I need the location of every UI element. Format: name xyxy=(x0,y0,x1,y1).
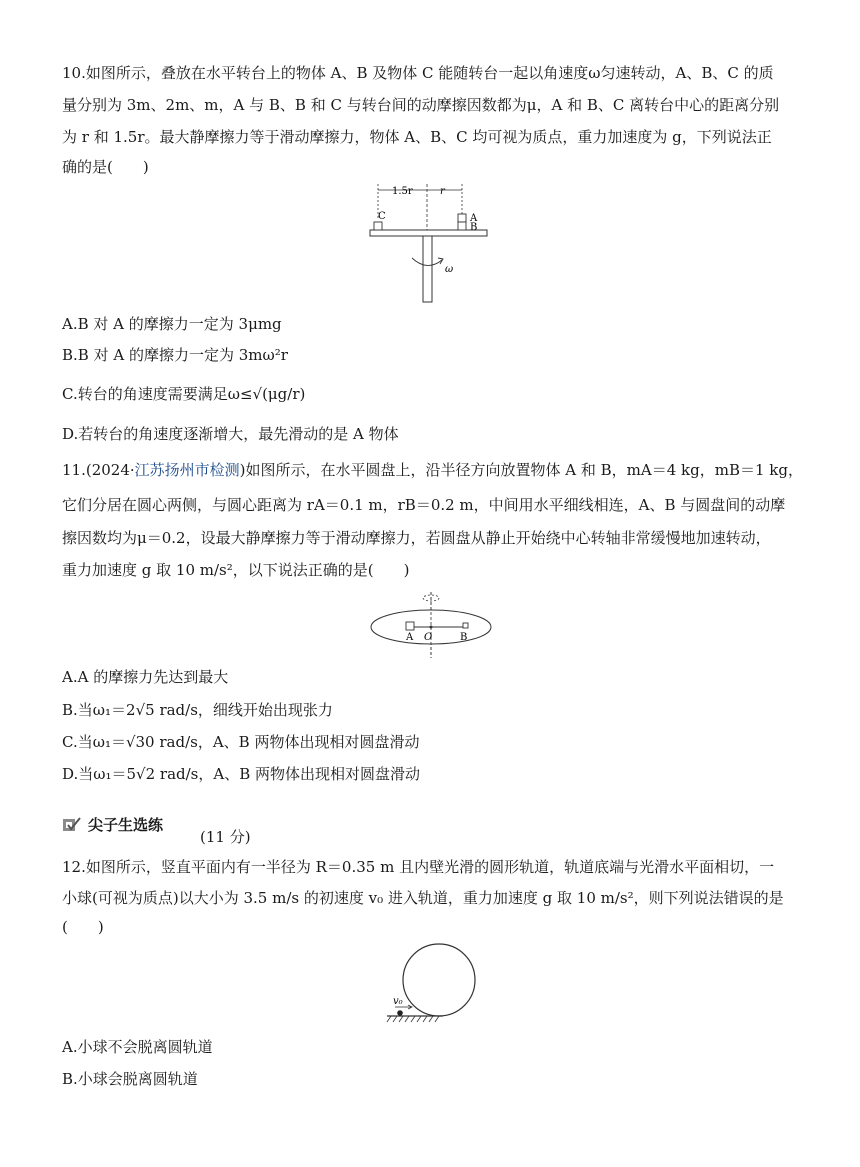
section-header xyxy=(62,814,163,835)
q11-stem-line-4: 重力加速度 g 取 10 m/s²，以下说法正确的是( ) xyxy=(62,561,410,579)
q10-label-omega: ω xyxy=(445,264,454,275)
object-b xyxy=(458,222,466,230)
q11-source: 江苏扬州市检测 xyxy=(134,461,240,479)
object-b xyxy=(463,623,468,628)
q10-option-c: C.转台的角速度需要满足ω≤√(μg/r) xyxy=(62,385,306,403)
q11-stem-line-2: 它们分居在圆心两侧，与圆心距离为 rA＝0.1 m，rB＝0.2 m，中间用水平细线相连，A、B 与圆盘间的动摩 xyxy=(62,496,786,514)
q11-label-b: B xyxy=(460,632,468,643)
object-a xyxy=(458,214,466,222)
q10-option-a: A.B 对 A 的摩擦力一定为 3μmg xyxy=(62,315,282,333)
q12-loop-figure xyxy=(385,938,485,1028)
q11-prefix: 11.(2024· xyxy=(62,461,135,479)
checklist-icon xyxy=(62,817,82,833)
section-title: 尖子生选练 xyxy=(88,816,164,834)
q11-option-c: C.当ω₁＝√30 rad/s，A、B 两物体出现相对圆盘滑动 xyxy=(62,733,420,751)
q10-label-b: B xyxy=(470,222,478,233)
q11-option-a: A.A 的摩擦力先达到最大 xyxy=(62,668,229,686)
q10-stem-line-1: 10.如图所示，叠放在水平转台上的物体 A、B 及物体 C 能随转台一起以角速度ω匀速转动，A、B、C 的质 xyxy=(62,64,774,82)
q10-label-r: r xyxy=(440,186,445,197)
q11-stem-line-3: 擦因数均为μ＝0.2，设最大静摩擦力等于滑动摩擦力，若圆盘从静止开始绕中心转轴非常缓慢地加速转动， xyxy=(62,529,771,547)
q10-option-b: B.B 对 A 的摩擦力一定为 3mω²r xyxy=(62,346,288,364)
shaft xyxy=(423,236,432,302)
object-c xyxy=(374,222,382,230)
q11-option-d: D.当ω₁＝5√2 rad/s，A、B 两物体出现相对圆盘滑动 xyxy=(62,765,421,783)
q12-option-b: B.小球会脱离圆轨道 xyxy=(62,1070,198,1088)
q10-stem-line-4: 确的是( ) xyxy=(62,158,149,176)
ball xyxy=(397,1010,403,1016)
q10-option-d: D.若转台的角速度逐渐增大，最先滑动的是 A 物体 xyxy=(62,425,399,443)
q11-label-a: A xyxy=(406,632,414,643)
q11-option-b: B.当ω₁＝2√5 rad/s，细线开始出现张力 xyxy=(62,701,333,719)
q12-stem-line-3: ( ) xyxy=(62,918,104,936)
section-score: (11 分) xyxy=(200,828,251,846)
q11-label-o: O xyxy=(424,632,433,643)
q12-stem-line-1: 12.如图所示，竖直平面内有一半径为 R＝0.35 m 且内壁光滑的圆形轨道，轨道底端与光滑水平面相切，一 xyxy=(62,858,775,876)
q10-stem-line-2: 量分别为 3m、2m、m，A 与 B、B 和 C 与转台间的动摩擦因数都为μ，A 和 B、C 离转台中心的距离分别 xyxy=(62,96,780,114)
object-a xyxy=(406,622,414,630)
q10-label-a: A xyxy=(470,213,478,224)
q10-label-1-5r: 1.5r xyxy=(392,186,413,197)
q10-stem-line-3: 为 r 和 1.5r。最大静摩擦力等于滑动摩擦力，物体 A、B、C 均可视为质点，重力加速度为 g，下列说法正 xyxy=(62,128,772,146)
circular-track xyxy=(403,944,475,1016)
q11-line1-rest: )如图所示，在水平圆盘上，沿半径方向放置物体 A 和 B，mA＝4 kg，mB＝1 kg， xyxy=(239,461,803,479)
q12-label-v0: v₀ xyxy=(393,996,403,1007)
q12-stem-line-2: 小球(可视为质点)以大小为 3.5 m/s 的初速度 v₀ 进入轨道，重力加速度 g 取 10 m/s²，则下列说法错误的是 xyxy=(62,889,784,907)
q10-label-c: C xyxy=(378,211,386,222)
q11-disk-figure xyxy=(368,590,494,660)
q12-option-a: A.小球不会脱离圆轨道 xyxy=(62,1038,213,1056)
q11-stem-line-1 xyxy=(62,460,803,480)
q10-turntable-figure xyxy=(360,180,500,305)
